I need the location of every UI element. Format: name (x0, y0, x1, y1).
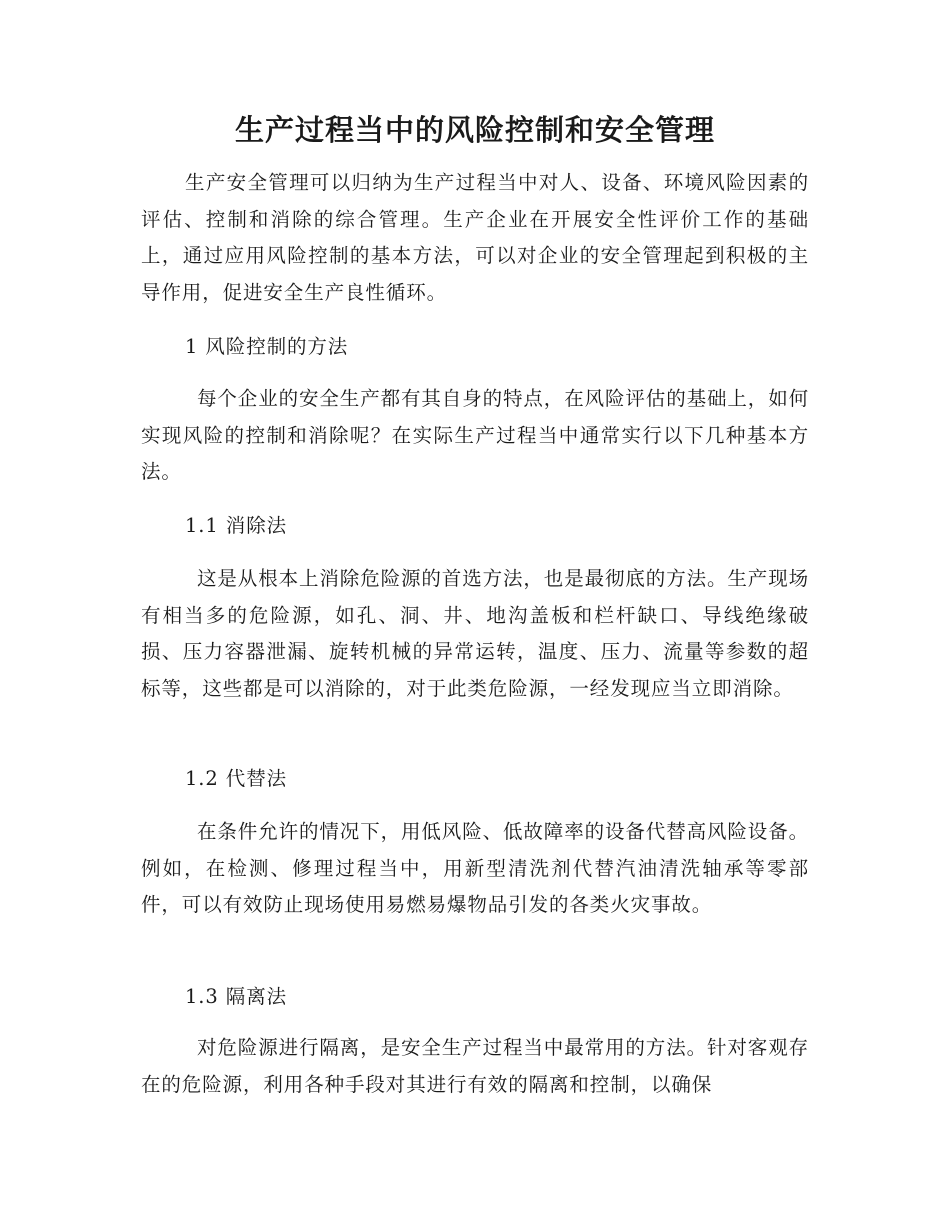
section-1-1-paragraph: 这是从根本上消除危险源的首选方法，也是最彻底的方法。生产现场有相当多的危险源，如孔、洞、井、地沟盖板和栏杆缺口、导线绝缘破损、压力容器泄漏、旋转机械的异常运转，温度、压力、流量等参数的超标等，这些都是可以消除的，对于此类危险源，一经发现应当立即消除。 (141, 567, 810, 700)
section-1-3-paragraph: 对危险源进行隔离，是安全生产过程当中最常用的方法。针对客观存在的危险源，利用各种手段对其进行有效的隔离和控制，以确保 (141, 1036, 810, 1096)
document-title: 生产过程当中的风险控制和安全管理 (234, 113, 715, 147)
section-1-paragraph: 每个企业的安全生产都有其自身的特点，在风险评估的基础上，如何实现风险的控制和消除呢？在实际生产过程当中通常实行以下几种基本方法。 (141, 387, 810, 483)
section-1-heading: 1 风险控制的方法 (185, 335, 349, 358)
intro-paragraph: 生产安全管理可以归纳为生产过程当中对人、设备、环境风险因素的评估、控制和消除的综合管理。生产企业在开展安全性评价工作的基础上，通过应用风险控制的基本方法，可以对企业的安全管理起到积极的主导作用，促进安全生产良性循环。 (141, 171, 809, 304)
section-1-2-heading: 1.2 代替法 (185, 767, 288, 790)
section-1-2-paragraph: 在条件允许的情况下，用低风险、低故障率的设备代替高风险设备。例如，在检测、修理过程当中，用新型清洗剂代替汽油清洗轴承等零部件，可以有效防止现场使用易燃易爆物品引发的各类火灾事故。 (141, 820, 810, 916)
section-1-3-heading: 1.3 隔离法 (185, 985, 288, 1008)
section-1-1-heading: 1.1 消除法 (185, 514, 288, 537)
